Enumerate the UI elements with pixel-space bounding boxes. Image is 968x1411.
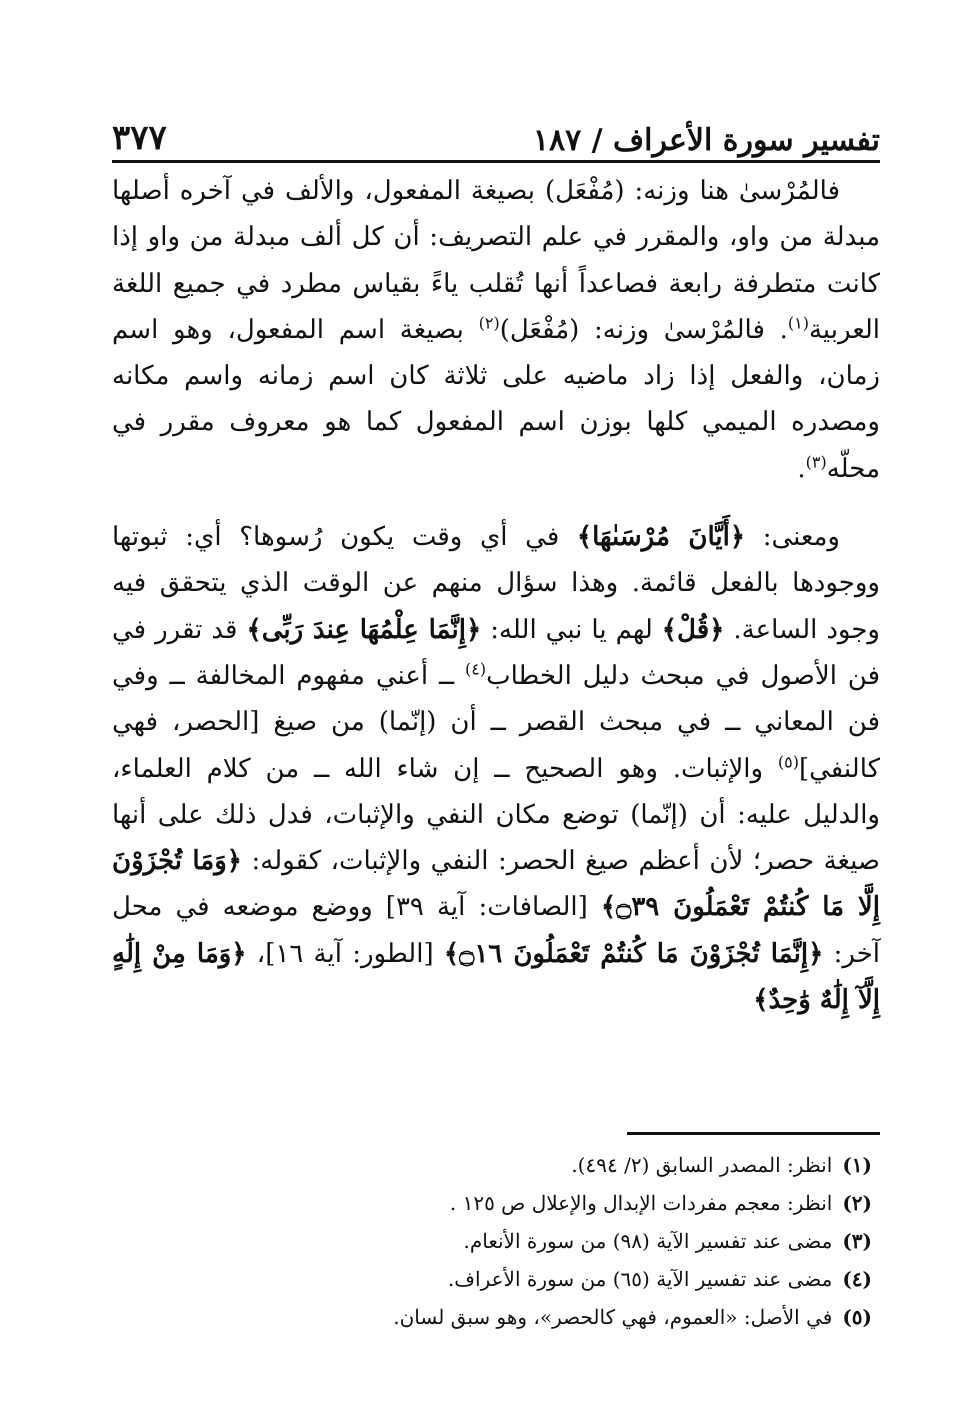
text-span: والإثبات. وهو الصحيح ــ إن شاء الله ــ من كلام العلماء، والدليل عليه: أن (إنّما) توضع مكان النفي والإثبات، فدل ذلك على أنها صيغة حصر؛ لأن أعظم صيغ الحصر: النفي والإثبات، كقوله: [112,753,880,877]
paragraph-2 [112,514,880,1023]
text-span: ومعنى: [745,522,840,553]
footnote-item [112,1184,872,1222]
footnote-number: (٢) [842,1191,872,1215]
footnote-text: انظر: معجم مفردات الإبدال والإعلال ص ١٢٥ . [449,1191,833,1215]
footnote-number: (٥) [842,1305,872,1329]
text-span: [الصافات: آية ٣٩] ووضع موضعه في محل آخر: [112,892,881,969]
quran-verse: ﴿وَمَا تُجْزَوْنَ إِلَّا مَا كُنتُمْ تَعْمَلُونَ ۝٣٩﴾ [112,846,880,923]
quran-verse: ﴿أَيَّانَ مُرْسَىٰهَا﴾ [576,522,746,553]
quran-verse: ﴿إِنَّمَا تُجْزَوْنَ مَا كُنتُمْ تَعْمَلُونَ ۝١٦﴾ [443,938,824,969]
page-header [112,108,880,158]
text-span: بصيغة اسم المفعول، وهو اسم زمان، والفعل إذا زاد ماضيه على ثلاثة كان اسم زمانه واسم مكانه ومصدره الميمي كلها بوزن اسم المفعول كما هو معروف مقرر في محلّه [112,314,880,484]
text-span: . فالمُرْسىٰ وزنه: (مُفْعَل) [499,314,788,345]
footnote-ref: (٤) [465,659,487,679]
footnote-number: (٤) [842,1267,872,1291]
footnote-item [112,1298,872,1336]
text-span: في أي وقت يكون رُسوها؟ أي: ثبوتها ووجودها بالفعل قائمة. وهذا سؤال منهم عن الوقت الذي يتحقق فيه وجود الساعة. [112,522,880,645]
main-text [112,168,880,1023]
footnote-text: في الأصل: «العموم، فهي كالحصر»، وهو سبق لسان. [393,1305,833,1329]
footnote-ref: (٣) [805,452,827,472]
footnote-text: انظر: المصدر السابق (٢/ ٤٩٤). [571,1153,833,1177]
quran-verse: ﴿وَمَا مِنْ إِلَٰهٍ إِلَّآ إِلَٰهٌ وَٰحِدٌ﴾ [112,938,880,1016]
text-span: . [797,453,806,484]
paragraph-1 [112,168,880,492]
page-number: ٣٧٧ [112,118,167,158]
quran-verse: ﴿قُلْ﴾ [661,614,725,645]
footnote-ref: (١) [787,313,809,333]
footnote-item [112,1260,872,1298]
footnote-text: مضى عند تفسير الآية (٩٨) من سورة الأنعام. [463,1229,833,1253]
text-span: قد تقرر في فن الأصول في مبحث دليل الخطاب [112,614,880,691]
footnote-ref: (٥) [777,751,799,771]
footnote-ref: (٢) [478,313,500,333]
footnote-item [112,1146,872,1184]
quran-verse: ﴿إِنَّمَا عِلْمُهَا عِندَ رَبِّى﴾ [246,614,482,645]
footnote-item [112,1222,872,1260]
footnote-number: (١) [842,1153,872,1177]
header-rule [112,160,880,163]
text-span: [الطور: آية ١٦]، [246,938,444,969]
running-title: تفسير سورة الأعراف / ١٨٧ [532,123,880,158]
text-span: فالمُرْسىٰ هنا وزنه: (مُفْعَل) بصيغة المفعول، والألف في آخره أصلها مبدلة من واو، والمقرر في علم التصريف: أن كل ألف مبدلة من واو إذا كانت متطرفة رابعة فصاعداً أنها تُقلب ياءً بقياس مطرد في جميع اللغة العربية [112,176,881,345]
footnote-text: مضى عند تفسير الآية (٦٥) من سورة الأعراف. [447,1267,833,1291]
footnote-rule [627,1132,880,1135]
footnotes [112,1146,872,1336]
footnote-number: (٣) [842,1229,872,1253]
text-span: ــ أعني مفهوم المخالفة ــ وفي فن المعاني ــ في مبحث القصر ــ أن (إنّما) من صيغ [الحصر، فهي كالنفي] [112,660,880,784]
text-span: لهم يا نبي الله: [481,614,662,645]
